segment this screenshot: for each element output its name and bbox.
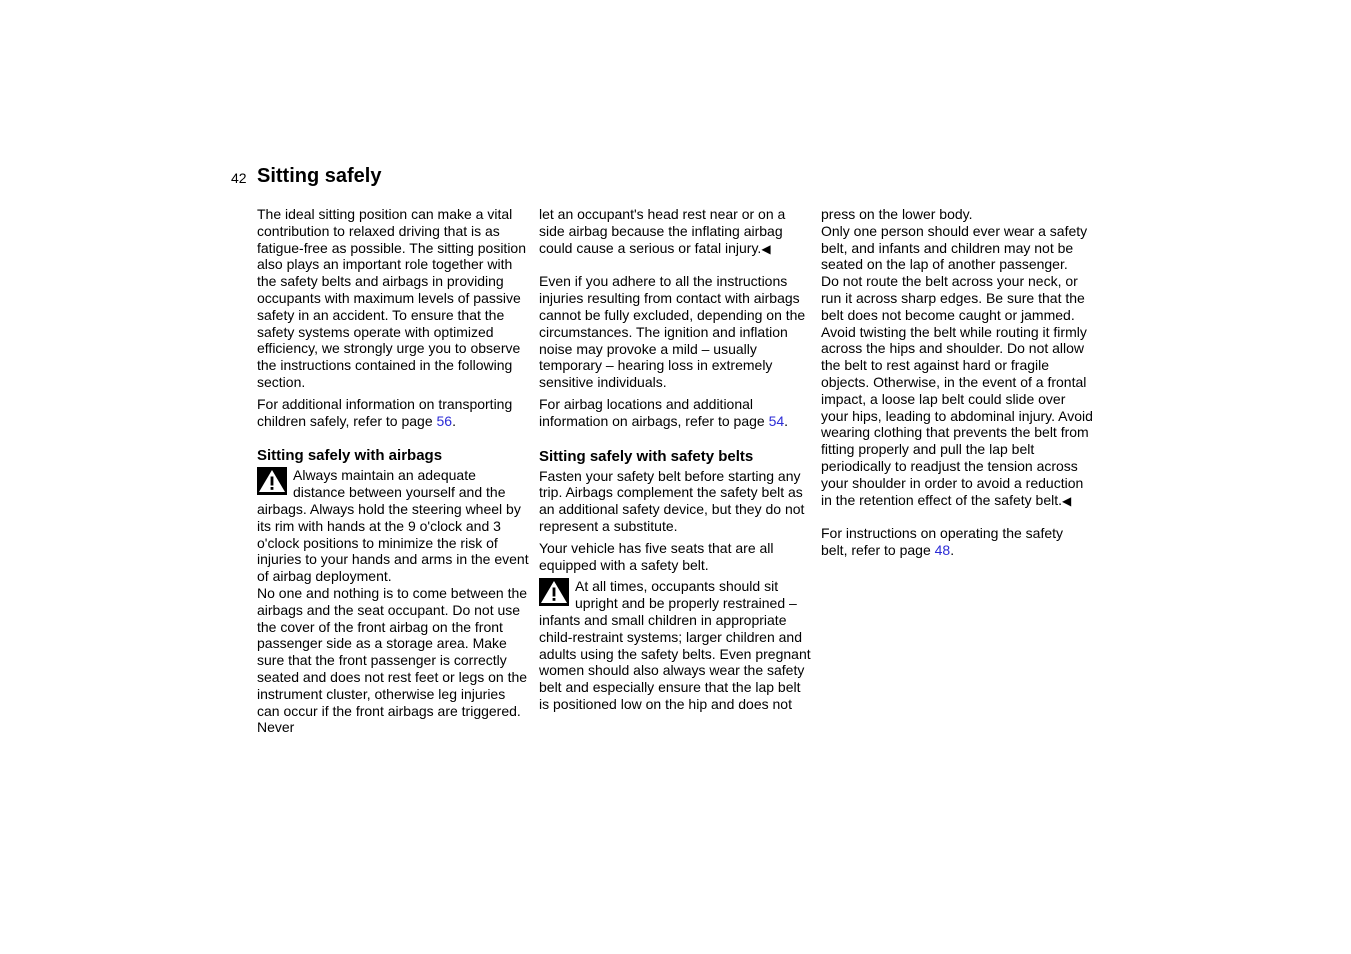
- page-title: Sitting safely: [257, 165, 382, 187]
- operating-reference-end: .: [950, 542, 955, 559]
- airbag-locations-text: For airbag locations and additional information on airbags, refer to page: [539, 395, 769, 429]
- airbags-warning-text-1: Always maintain an adequate distance between yourself and the airbags. Always hold the steering wheel by its rim with hands at the 9 o'clock and 3 o'clock positions to minimize the risk of injuries to your hands and arms in the event of airbag deployment.: [257, 467, 529, 585]
- airbag-continuation-text: let an occupant's head rest near or on a side airbag because the inflating airbag could cause a serious or fatal injury.: [539, 206, 786, 256]
- airbags-warning-text-2: No one and nothing is to come between the airbags and the seat occupant. Do not use the cover of the front airbag on the front passenger side as a storage area. Make sure that the front passenger is correctly seated and does not rest feet or legs on the instrument cluster, otherwise leg injuries can occur if the front airbags are triggered. Never: [257, 584, 528, 736]
- children-reference: [257, 396, 529, 430]
- routing-text: Do not route the belt across your neck, or run it across sharp edges. Be sure that the belt does not become caught or jammed. Avoid twisting the belt while routing it firmly across the hips and shoulder. Do not allow the belt to rest against hard or fragile objects. Otherwise, in the event of a frontal impact, a loose lap belt could slide over your hips, leading to abdominal injury. Avoid wearing clothing that prevents the belt from fitting properly and pull the lap belt periodically to readjust the tension across your shoulder in order to avoid a reduction in the retention effect of the safety belt.: [821, 273, 1093, 508]
- airbag-locations-reference: [539, 396, 811, 430]
- airbag-continuation: [539, 206, 811, 257]
- instructions-paragraph: Even if you adhere to all the instructions injuries resulting from contact with airbags cannot be fully excluded, depending on the circumstances. The ignition and inflation noise may provoke a mild – usually temporary – hearing loss in extremely sensitive individuals.: [539, 273, 806, 391]
- airbag-locations-end: .: [784, 412, 789, 429]
- page-number: 42: [231, 170, 247, 186]
- column-1: [257, 206, 529, 736]
- children-reference-end: .: [452, 412, 456, 429]
- safety-belts-heading: Sitting safely with safety belts: [539, 447, 754, 465]
- belts-warning: [539, 578, 811, 712]
- routing-paragraph: [821, 273, 1093, 509]
- page-54-link[interactable]: 54: [768, 412, 785, 429]
- operating-reference: [821, 525, 1093, 559]
- airbags-warning: [257, 467, 529, 736]
- one-person-paragraph: Only one person should ever wear a safety belt, and infants and children may not be seated on the lap of another passenger.: [821, 222, 1088, 273]
- operating-reference-text: For instructions on operating the safety belt, refer to page: [821, 525, 1064, 559]
- end-mark-icon: ◀: [1062, 493, 1072, 508]
- page-56-link[interactable]: 56: [436, 412, 453, 429]
- page-48-link[interactable]: 48: [934, 542, 951, 559]
- belts-continuation: press on the lower body.: [821, 206, 973, 222]
- column-2: [539, 206, 811, 713]
- belts-warning-text: At all times, occupants should sit upright and be properly restrained – infants and small children in appropriate child-restraint systems; larger children and adults using the safety belts. Even pregnant women should also always wear the safety belt and especially ensure that the lap belt is positioned low on the hip and does not: [539, 578, 811, 712]
- column-3: [821, 206, 1093, 559]
- intro-paragraph: The ideal sitting position can make a vital contribution to relaxed driving that is as fatigue-free as possible. The sitting position also plays an important role together with the safety belts and airbags in providing occupants with maximum levels of passive safety in an accident. To ensure that the safety systems operate with optimized efficiency, we strongly urge you to observe the instructions contained in the following section.: [257, 206, 527, 390]
- warning-triangle-icon: [539, 578, 569, 606]
- airbags-heading: Sitting safely with airbags: [257, 447, 443, 465]
- warning-triangle-icon: [257, 467, 287, 495]
- seats-paragraph: Your vehicle has five seats that are all equipped with a safety belt.: [539, 539, 774, 573]
- children-reference-text: For additional information on transporting children safely, refer to page: [257, 395, 513, 429]
- belts-intro-paragraph: Fasten your safety belt before starting any trip. Airbags complement the safety belt as an additional safety device, but they do not represent a substitute.: [539, 467, 805, 534]
- end-mark-icon: ◀: [761, 241, 771, 256]
